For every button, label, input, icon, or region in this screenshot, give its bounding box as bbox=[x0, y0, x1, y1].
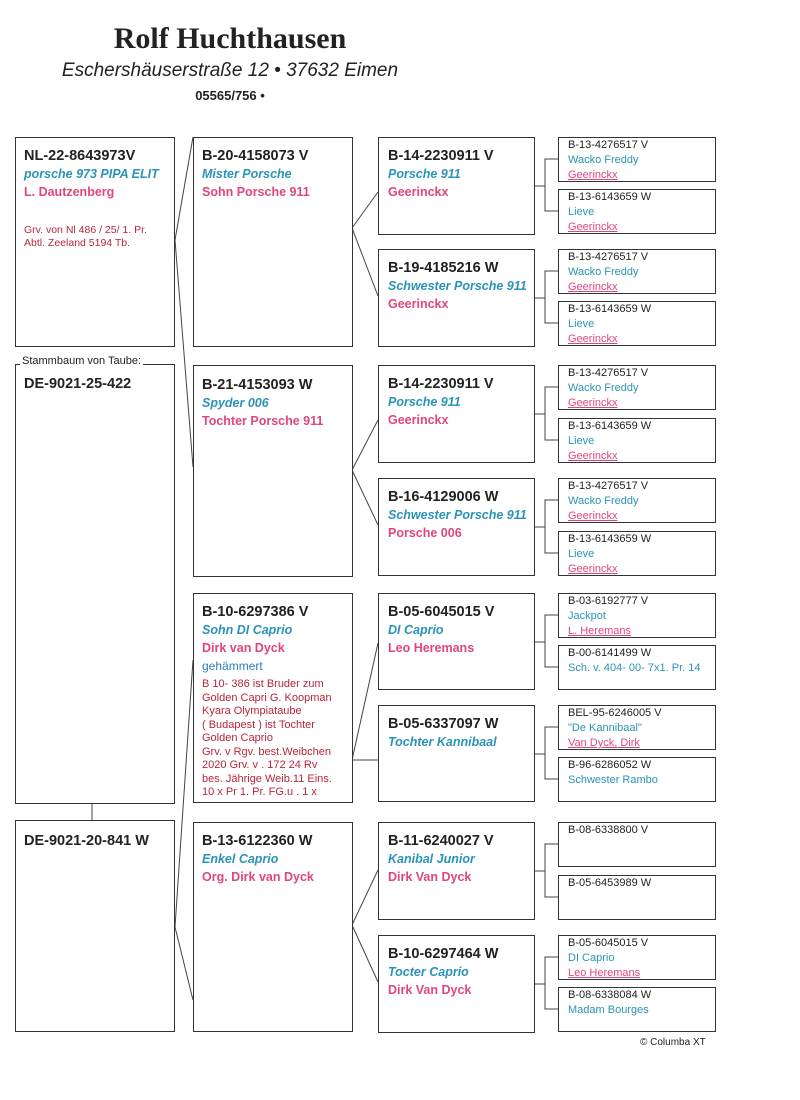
sire-dam-ring: B-21-4153093 W bbox=[202, 377, 313, 393]
sire-sire-box bbox=[193, 137, 353, 347]
grandparent-box bbox=[378, 137, 535, 235]
great-grandparent-ring: B-13-4276517 V bbox=[568, 367, 649, 379]
sire-note-1: Grv. von Nl 486 / 25/ 1. Pr. bbox=[24, 224, 147, 236]
great-grandparent-ring: BEL-95-6246005 V bbox=[568, 707, 662, 719]
great-grandparent-owner: Geerinckx bbox=[568, 281, 618, 293]
dam-dam-ring: B-13-6122360 W bbox=[202, 833, 313, 849]
copyright: © Columba XT bbox=[640, 1037, 706, 1048]
grandparent-box bbox=[378, 365, 535, 463]
grandparent-name: Porsche 911 bbox=[388, 167, 461, 181]
great-grandparent-box bbox=[558, 822, 716, 867]
subject-box bbox=[15, 364, 175, 804]
grandparent-owner: Porsche 006 bbox=[388, 526, 462, 540]
great-grandparent-box bbox=[558, 987, 716, 1032]
great-grandparent-box bbox=[558, 137, 716, 182]
great-grandparent-name: Jackpot bbox=[568, 610, 606, 622]
great-grandparent-box bbox=[558, 645, 716, 690]
great-grandparent-owner: Geerinckx bbox=[568, 333, 618, 345]
great-grandparent-name: Lieve bbox=[568, 206, 595, 218]
great-grandparent-ring: B-08-6338800 V bbox=[568, 824, 649, 836]
connector-line bbox=[535, 500, 558, 527]
connector-line bbox=[535, 754, 558, 779]
great-grandparent-box bbox=[558, 418, 716, 463]
great-grandparent-owner: Geerinckx bbox=[568, 221, 618, 233]
great-grandparent-ring: B-05-6045015 V bbox=[568, 937, 649, 949]
great-grandparent-name: Wacko Freddy bbox=[568, 495, 639, 507]
great-grandparent-name: Lieve bbox=[568, 435, 595, 447]
great-grandparent-name: Schwester Rambo bbox=[568, 774, 658, 786]
pedigree-label: Stammbaum von Taube: bbox=[22, 355, 142, 367]
great-grandparent-ring: B-00-6141499 W bbox=[568, 647, 652, 659]
sire-ring: NL-22-8643973V bbox=[24, 148, 136, 164]
sire-dam-owner: Tochter Porsche 911 bbox=[202, 414, 324, 428]
great-grandparent-ring: B-13-4276517 V bbox=[568, 480, 649, 492]
great-grandparent-name: DI Caprio bbox=[568, 952, 615, 964]
great-grandparent-name: Wacko Freddy bbox=[568, 154, 639, 166]
dam-dam-name: Enkel Caprio bbox=[202, 852, 279, 866]
grandparent-ring: B-11-6240027 V bbox=[388, 833, 494, 849]
grandparent-owner: Leo Heremans bbox=[388, 641, 475, 655]
grandparent-box bbox=[378, 822, 535, 920]
great-grandparent-box bbox=[558, 935, 716, 980]
great-grandparent-name: Wacko Freddy bbox=[568, 382, 639, 394]
great-grandparent-ring: B-96-6286052 W bbox=[568, 759, 652, 771]
great-grandparent-owner: Van Dyck, Dirk bbox=[568, 737, 640, 749]
great-grandparent-box bbox=[558, 301, 716, 346]
grandparent-owner: Geerinckx bbox=[388, 185, 449, 199]
grandparent-ring: B-10-6297464 W bbox=[388, 946, 499, 962]
grandparent-ring: B-05-6337097 W bbox=[388, 716, 499, 732]
connector-line bbox=[535, 727, 558, 754]
great-grandparent-owner: Leo Heremans bbox=[568, 967, 641, 979]
connector-line bbox=[535, 159, 558, 186]
great-grandparent-box bbox=[558, 593, 716, 638]
connector-line bbox=[535, 844, 558, 871]
great-grandparent-ring: B-05-6453989 W bbox=[568, 877, 652, 889]
connector-line bbox=[535, 957, 558, 984]
grandparent-ring: B-05-6045015 V bbox=[388, 604, 495, 620]
dam-sire-notes: B 10- 386 ist Bruder zum Golden Capri G. Koopman Kyara Olympiataube ( Budapest ) ist Tochter Golden Caprio Grv. v Rgv. best.Weibchen 2020 Grv. v . 172 24 Rv bes. Jährige Weib.11 Eins. 10 x Pr 1. Pr. FG.u . 1 x bbox=[202, 678, 332, 798]
grandparent-box bbox=[378, 478, 535, 576]
breeder-name: Rolf Huchthausen bbox=[113, 22, 347, 55]
great-grandparent-box bbox=[558, 531, 716, 576]
grandparent-owner: Dirk Van Dyck bbox=[388, 983, 472, 997]
great-grandparent-name: "De Kannibaal" bbox=[568, 722, 642, 734]
breeder-phone: 05565/756 • bbox=[195, 88, 265, 103]
sire-dam-name: Spyder 006 bbox=[202, 396, 269, 410]
connector-line bbox=[535, 387, 558, 414]
great-grandparent-box bbox=[558, 478, 716, 523]
great-grandparent-box bbox=[558, 757, 716, 802]
dam-dam-box bbox=[193, 822, 353, 1032]
great-grandparent-ring: B-13-6143659 W bbox=[568, 191, 652, 203]
connector-line bbox=[535, 984, 558, 1009]
great-grandparent-name: Wacko Freddy bbox=[568, 266, 639, 278]
dam-sire-extra: gehämmert bbox=[202, 659, 263, 673]
great-grandparent-box bbox=[558, 705, 716, 750]
breeder-address: Eschershäuserstraße 12 • 37632 Eimen bbox=[61, 60, 399, 81]
great-grandparent-name: Madam Bourges bbox=[568, 1004, 649, 1016]
grandparent-box bbox=[378, 705, 535, 802]
great-grandparent-box bbox=[558, 365, 716, 410]
great-grandparent-ring: B-03-6192777 V bbox=[568, 595, 649, 607]
connector-line bbox=[535, 527, 558, 553]
great-grandparent-ring: B-13-4276517 V bbox=[568, 139, 649, 151]
great-grandparent-owner: Geerinckx bbox=[568, 397, 618, 409]
grandparent-owner: Dirk Van Dyck bbox=[388, 870, 472, 884]
great-grandparent-ring: B-13-6143659 W bbox=[568, 420, 652, 432]
sire-box bbox=[15, 137, 175, 347]
connector-line bbox=[535, 615, 558, 642]
grandparent-ring: B-19-4185216 W bbox=[388, 260, 499, 276]
connector-line bbox=[535, 871, 558, 897]
sire-note-2: Abtl. Zeeland 5194 Tb. bbox=[24, 237, 131, 249]
dam-sire-ring: B-10-6297386 V bbox=[202, 604, 309, 620]
grandparent-box bbox=[378, 935, 535, 1033]
sire-dam-box bbox=[193, 365, 353, 577]
great-grandparent-owner: L. Heremans bbox=[568, 625, 631, 637]
grandparent-name: Kanibal Junior bbox=[388, 852, 475, 866]
dam-sire-box bbox=[193, 593, 353, 803]
grandparent-owner: Geerinckx bbox=[388, 413, 449, 427]
sire-name: porsche 973 PIPA ELIT bbox=[24, 167, 159, 181]
grandparent-name: Schwester Porsche 911 bbox=[388, 508, 527, 522]
sire-sire-ring: B-20-4158073 V bbox=[202, 148, 309, 164]
grandparent-name: Schwester Porsche 911 bbox=[388, 279, 527, 293]
great-grandparent-ring: B-13-6143659 W bbox=[568, 303, 652, 315]
connector-line bbox=[535, 271, 558, 298]
dam-sire-name: Sohn DI Caprio bbox=[202, 623, 293, 637]
great-grandparent-owner: Geerinckx bbox=[568, 169, 618, 181]
great-grandparent-box bbox=[558, 249, 716, 294]
grandparent-name: DI Caprio bbox=[388, 623, 444, 637]
connector-line bbox=[535, 186, 558, 211]
connector-line bbox=[535, 298, 558, 323]
great-grandparent-ring: B-13-6143659 W bbox=[568, 533, 652, 545]
grandparent-box bbox=[378, 593, 535, 690]
great-grandparent-ring: B-08-6338084 W bbox=[568, 989, 652, 1001]
sire-sire-owner: Sohn Porsche 911 bbox=[202, 185, 310, 199]
great-grandparent-name: Sch. v. 404- 00- 7x1. Pr. 14 bbox=[568, 662, 701, 674]
dam-sire-owner: Dirk van Dyck bbox=[202, 641, 285, 655]
great-grandparent-name: Lieve bbox=[568, 548, 595, 560]
great-grandparent-box bbox=[558, 189, 716, 234]
great-grandparent-owner: Geerinckx bbox=[568, 450, 618, 462]
grandparent-ring: B-14-2230911 V bbox=[388, 148, 494, 164]
grandparent-name: Tochter Kannibaal bbox=[388, 735, 497, 749]
dam-dam-owner: Org. Dirk van Dyck bbox=[202, 870, 314, 884]
great-grandparent-name: Lieve bbox=[568, 318, 595, 330]
grandparent-owner: Geerinckx bbox=[388, 297, 449, 311]
grandparent-name: Tocter Caprio bbox=[388, 965, 469, 979]
great-grandparent-box bbox=[558, 875, 716, 920]
great-grandparent-owner: Geerinckx bbox=[568, 510, 618, 522]
connector-line bbox=[535, 414, 558, 440]
dam-box bbox=[15, 820, 175, 1032]
grandparent-name: Porsche 911 bbox=[388, 395, 461, 409]
sire-sire-name: Mister Porsche bbox=[202, 167, 292, 181]
great-grandparent-owner: Geerinckx bbox=[568, 563, 618, 575]
connector-line bbox=[535, 642, 558, 667]
grandparent-ring: B-16-4129006 W bbox=[388, 489, 499, 505]
grandparent-ring: B-14-2230911 V bbox=[388, 376, 494, 392]
sire-owner: L. Dautzenberg bbox=[24, 185, 115, 199]
grandparent-box bbox=[378, 249, 535, 347]
great-grandparent-ring: B-13-4276517 V bbox=[568, 251, 649, 263]
dam-ring: DE-9021-20-841 W bbox=[24, 833, 149, 849]
subject-ring: DE-9021-25-422 bbox=[24, 376, 132, 392]
